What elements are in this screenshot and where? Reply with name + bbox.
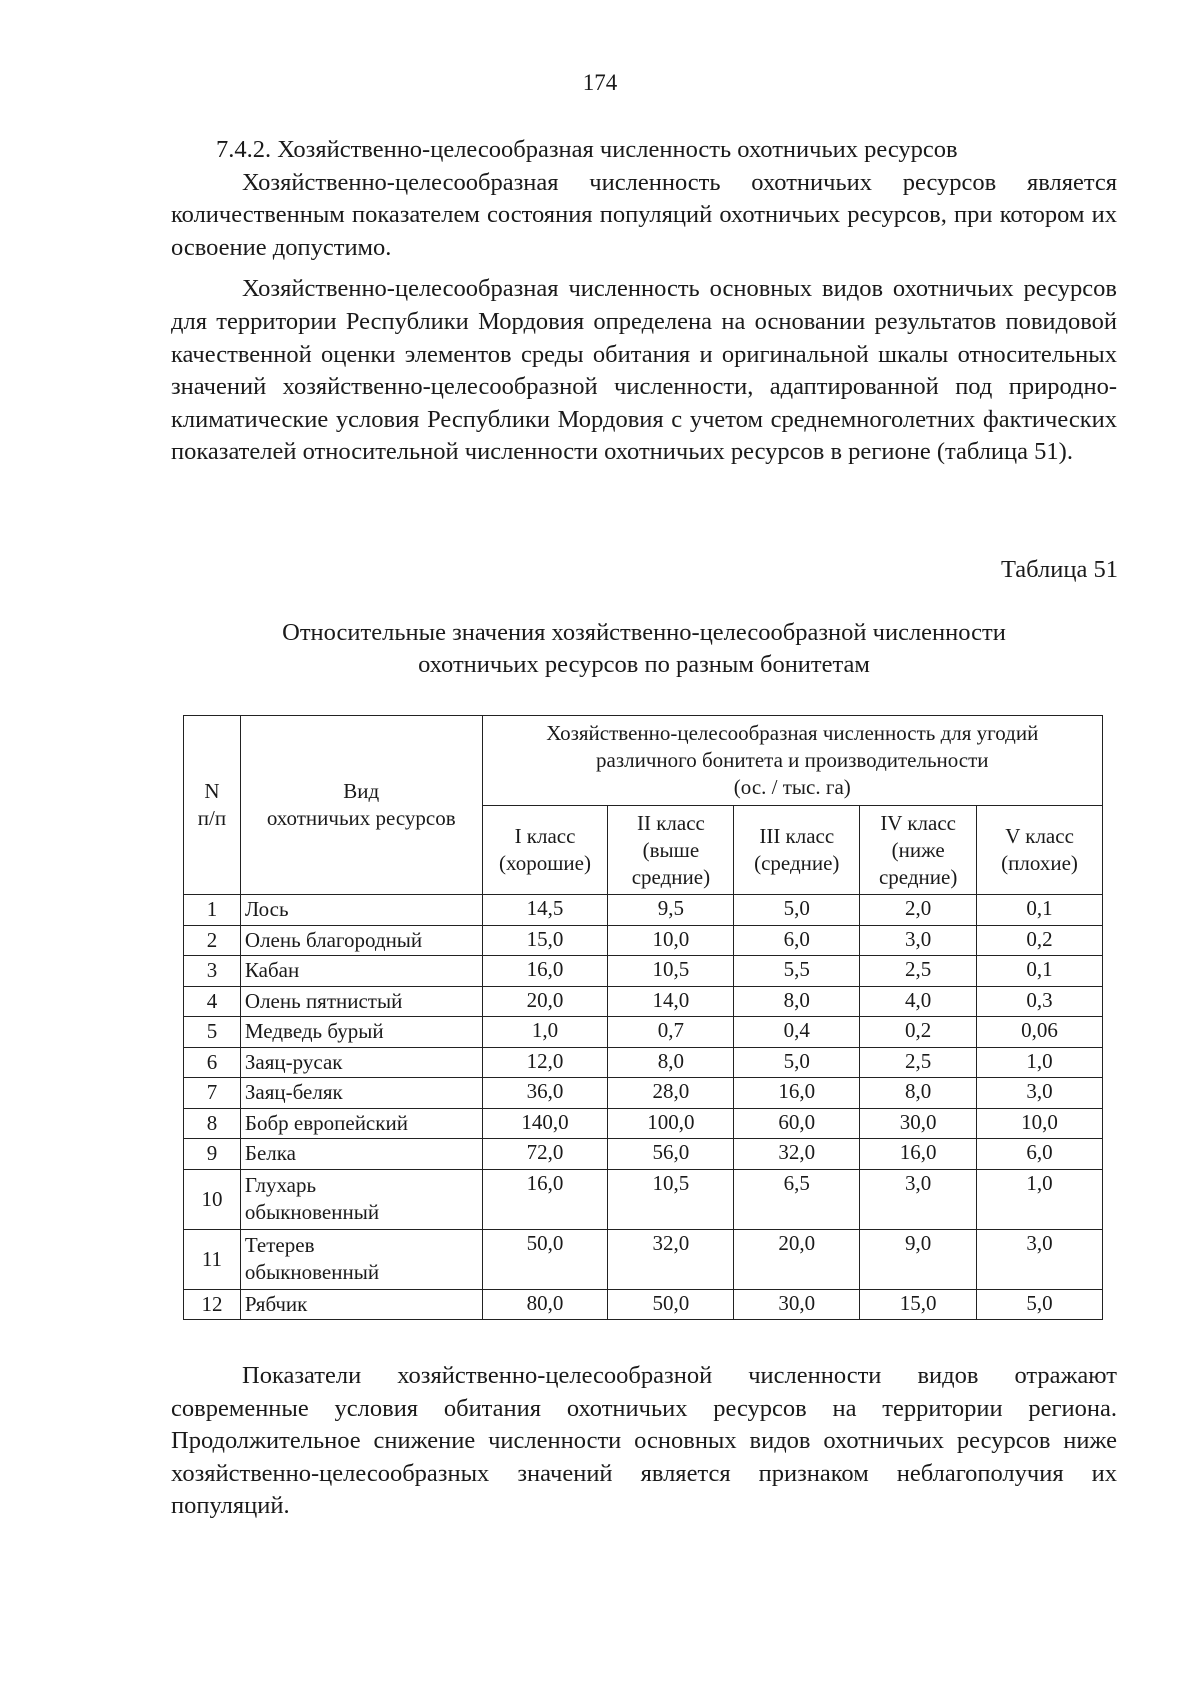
row-number: 5 xyxy=(184,1017,241,1048)
value-cell: 1,0 xyxy=(977,1047,1103,1078)
value-cell: 56,0 xyxy=(608,1139,734,1170)
species-name: Заяц-русак xyxy=(240,1047,482,1078)
value-cell: 0,4 xyxy=(734,1017,860,1048)
value-cell: 0,3 xyxy=(977,986,1103,1017)
row-number: 12 xyxy=(184,1289,241,1320)
section-heading: 7.4.2. Хозяйственно-целесообразная численность охотничьих ресурсов xyxy=(216,136,958,163)
table-row xyxy=(184,1229,1103,1289)
paragraph-3: Показатели хозяйственно-целесообразной численности видов отражают современные условия обитания охотничьих ресурсов на территории региона. Продолжительное снижение численности основных видов охотничьих ресурсов ниже хозяйственно-целесообразных значений является признаком неблагополучия их популяций. xyxy=(171,1362,1117,1520)
value-cell: 32,0 xyxy=(608,1229,734,1289)
value-cell: 15,0 xyxy=(860,1289,977,1320)
value-cell: 72,0 xyxy=(482,1139,608,1170)
species-name: Заяц-беляк xyxy=(240,1078,482,1109)
paragraph-1: Хозяйственно-целесообразная численность охотничьих ресурсов является количественным показателем состояния популяций охотничьих ресурсов, при котором их освоение допустимо. xyxy=(171,168,1117,261)
value-cell: 6,0 xyxy=(734,925,860,956)
value-cell: 9,5 xyxy=(608,895,734,926)
page-number: 174 xyxy=(582,70,618,95)
value-cell: 1,0 xyxy=(482,1017,608,1048)
value-cell: 0,2 xyxy=(860,1017,977,1048)
value-cell: 2,5 xyxy=(860,1047,977,1078)
species-name: Глухарь обыкновенный xyxy=(240,1169,482,1229)
header-class-1: I класс (хорошие) xyxy=(482,806,608,895)
row-number: 4 xyxy=(184,986,241,1017)
value-cell: 20,0 xyxy=(734,1229,860,1289)
table-row xyxy=(184,1139,1103,1170)
value-cell: 15,0 xyxy=(482,925,608,956)
row-number: 1 xyxy=(184,895,241,926)
value-cell: 5,5 xyxy=(734,956,860,987)
row-number: 2 xyxy=(184,925,241,956)
value-cell: 140,0 xyxy=(482,1108,608,1139)
value-cell: 60,0 xyxy=(734,1108,860,1139)
value-cell: 5,0 xyxy=(977,1289,1103,1320)
table-caption xyxy=(171,617,1117,681)
species-name: Лось xyxy=(240,895,482,926)
table-row xyxy=(184,895,1103,926)
table-row xyxy=(184,1169,1103,1229)
value-cell: 5,0 xyxy=(734,895,860,926)
header-species: Вид охотничьих ресурсов xyxy=(240,716,482,895)
species-name: Рябчик xyxy=(240,1289,482,1320)
value-cell: 2,5 xyxy=(860,956,977,987)
value-cell: 32,0 xyxy=(734,1139,860,1170)
table-row xyxy=(184,925,1103,956)
table-label: Таблица 51 xyxy=(1000,556,1118,583)
value-cell: 8,0 xyxy=(860,1078,977,1109)
value-cell: 30,0 xyxy=(734,1289,860,1320)
table-caption-line: охотничьих ресурсов по разным бонитетам xyxy=(418,651,870,678)
value-cell: 10,5 xyxy=(608,1169,734,1229)
value-cell: 50,0 xyxy=(482,1229,608,1289)
header-group: Хозяйственно-целесообразная численность для угодий различного бонитета и производительности (ос. / тыс. га) xyxy=(482,716,1102,806)
value-cell: 8,0 xyxy=(608,1047,734,1078)
value-cell: 12,0 xyxy=(482,1047,608,1078)
row-number: 10 xyxy=(184,1169,241,1229)
header-class-3: III класс (средние) xyxy=(734,806,860,895)
header-class-2: II класс (выше средние) xyxy=(608,806,734,895)
species-name: Бобр европейский xyxy=(240,1108,482,1139)
species-name: Олень пятнистый xyxy=(240,986,482,1017)
value-cell: 80,0 xyxy=(482,1289,608,1320)
table-row xyxy=(184,986,1103,1017)
value-cell: 3,0 xyxy=(860,925,977,956)
row-number: 8 xyxy=(184,1108,241,1139)
header-class-5: V класс (плохие) xyxy=(977,806,1103,895)
value-cell: 50,0 xyxy=(608,1289,734,1320)
row-number: 11 xyxy=(184,1229,241,1289)
value-cell: 6,5 xyxy=(734,1169,860,1229)
value-cell: 2,0 xyxy=(860,895,977,926)
paragraph-2: Хозяйственно-целесообразная численность основных видов охотничьих ресурсов для территории Республики Мордовия определена на основании результатов повидовой качественной оценки элементов среды обитания и оригинальной шкалы относительных значений хозяйственно-целесообразной численности, адаптированной под природно-климатические условия Республики Мордовия с учетом среднемноголетних фактических показателей относительной численности охотничьих ресурсов в регионе (таблица 51). xyxy=(171,275,1117,466)
table-caption-line: Относительные значения хозяйственно-целесообразной численности xyxy=(282,619,1006,646)
value-cell: 8,0 xyxy=(734,986,860,1017)
header-class-4: IV класс (ниже средние) xyxy=(860,806,977,895)
value-cell: 100,0 xyxy=(608,1108,734,1139)
species-name: Медведь бурый xyxy=(240,1017,482,1048)
value-cell: 0,1 xyxy=(977,956,1103,987)
main-text xyxy=(171,134,1117,469)
value-cell: 3,0 xyxy=(977,1229,1103,1289)
value-cell: 20,0 xyxy=(482,986,608,1017)
value-cell: 28,0 xyxy=(608,1078,734,1109)
value-cell: 10,0 xyxy=(608,925,734,956)
table-row xyxy=(184,1078,1103,1109)
value-cell: 0,1 xyxy=(977,895,1103,926)
value-cell: 10,0 xyxy=(977,1108,1103,1139)
data-table xyxy=(183,715,1103,1320)
value-cell: 30,0 xyxy=(860,1108,977,1139)
value-cell: 4,0 xyxy=(860,986,977,1017)
row-number: 7 xyxy=(184,1078,241,1109)
value-cell: 6,0 xyxy=(977,1139,1103,1170)
value-cell: 0,06 xyxy=(977,1017,1103,1048)
value-cell: 9,0 xyxy=(860,1229,977,1289)
table-row xyxy=(184,1108,1103,1139)
table-row xyxy=(184,1289,1103,1320)
header-number: N п/п xyxy=(184,716,241,895)
value-cell: 14,5 xyxy=(482,895,608,926)
value-cell: 3,0 xyxy=(860,1169,977,1229)
value-cell: 1,0 xyxy=(977,1169,1103,1229)
species-name: Белка xyxy=(240,1139,482,1170)
value-cell: 16,0 xyxy=(482,1169,608,1229)
value-cell: 5,0 xyxy=(734,1047,860,1078)
value-cell: 16,0 xyxy=(482,956,608,987)
table-row xyxy=(184,956,1103,987)
table-row xyxy=(184,1017,1103,1048)
value-cell: 16,0 xyxy=(734,1078,860,1109)
value-cell: 3,0 xyxy=(977,1078,1103,1109)
species-name: Тетерев обыкновенный xyxy=(240,1229,482,1289)
species-name: Кабан xyxy=(240,956,482,987)
value-cell: 0,2 xyxy=(977,925,1103,956)
value-cell: 16,0 xyxy=(860,1139,977,1170)
row-number: 6 xyxy=(184,1047,241,1078)
table-row xyxy=(184,1047,1103,1078)
row-number: 9 xyxy=(184,1139,241,1170)
conclusion-text xyxy=(171,1360,1117,1523)
value-cell: 10,5 xyxy=(608,956,734,987)
value-cell: 14,0 xyxy=(608,986,734,1017)
species-name: Олень благородный xyxy=(240,925,482,956)
value-cell: 36,0 xyxy=(482,1078,608,1109)
row-number: 3 xyxy=(184,956,241,987)
value-cell: 0,7 xyxy=(608,1017,734,1048)
